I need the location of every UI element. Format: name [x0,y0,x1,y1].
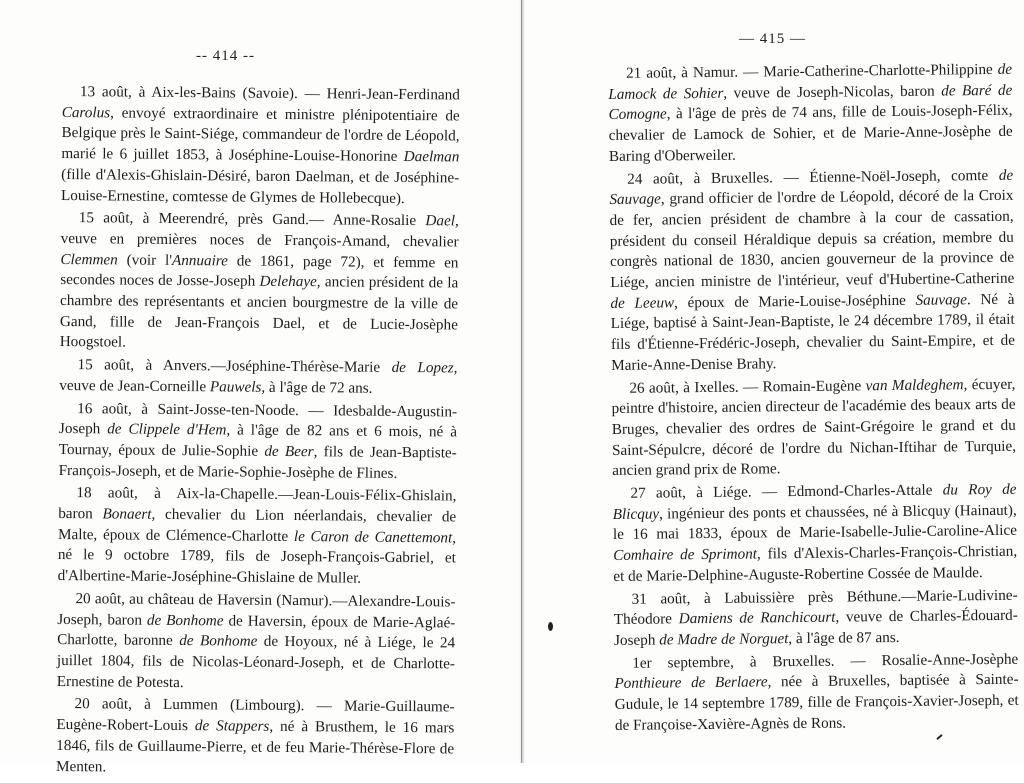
page-text [56,82,460,783]
necrology-entry [612,480,1017,588]
italic-name: de Baré de Comogne [608,81,1013,124]
italic-name: Bonaert [102,505,152,523]
entry-text: , à l'âge de 82 ans et 6 mois, né à Tournay, époux de Julie-Sophie [58,421,458,460]
entry-text: 31 août, à Labuissière près Béthune.—Marie-Ludivine-Théodore [613,586,1018,629]
entry-text: 20 août, à Lummen (Limbourg). — Marie-Guillaume-Eugène-Robert-Louis [56,695,455,735]
italic-name: de Stappers [194,717,270,735]
italic-name: de Lamock de Sohier [608,60,1013,103]
italic-name: van Maldeghem [865,375,964,394]
italic-name: Comhaire de Sprimont [613,545,758,565]
italic-name: Delehaye [259,273,317,291]
entry-text: 1er septembre, à Bruxelles. — Rosalie-Anne-Josèphe [632,650,1019,672]
entry-text: 18 août, à Aix-la-Chapelle.—Jean-Louis-Félix-Ghislain, baron [58,484,457,523]
entry-text: de Hoyoux, né à Liége, le 24 juillet 1804, fils de Nicolas-Léonard-Joseph, et de Charlotte-Ernestine de Potesta. [56,633,456,691]
entry-text: , à l'âge de près de 74 ans, fille de Louis-Joseph-Félix, chevalier de Lamock de Sohier, et de Marie-Anne-Josèphe de Baring d'Oberweiler. [608,102,1013,165]
necrology-entry [58,483,457,590]
italic-name: de Madre de Norguet [659,630,789,649]
entry-text: , ancien président de la chambre des représentants et ancien bourgmestre de la ville de Gand, fille de Jean-François Dael, et de Lucie-Josèphe Hoogstoel. [59,273,459,352]
book-spine-line [521,0,522,763]
necrology-entry [61,82,460,210]
entry-text: , né à Brusthem, le 16 mars 1846, fils de Guillaume-Pierre, et de feu Marie-Thérèse-Flore de Menten. [55,717,455,775]
necrology-entry [59,355,457,400]
right-page [526,0,1024,763]
italic-name: Clemmen [60,250,118,269]
entry-text: , fils de Jean-Baptiste-François-Joseph, et de Marie-Sophie-Josèphe de Flines. [58,443,457,482]
entry-text: (fille d'Alexis-Ghislain-Désiré, baron Daelman, et de Joséphine-Louise-Ernestine, comtesse de Glymes de Hollebecque). [60,165,460,207]
necrology-entry [614,649,1019,736]
entry-text: 20 août, au château de Haversin (Namur).—Alexandre-Louis-Joseph, baron [57,590,456,629]
italic-name: de Bonhome [179,632,258,651]
italic-name: de Clippele d'Hem [107,420,227,439]
page-number: -- 414 -- [196,48,255,64]
italic-name: Daelman [403,148,460,166]
entry-text: , veuve de Jean-Corneille [59,359,458,396]
page-text [608,60,1019,739]
italic-name: Annuaire [171,251,229,270]
italic-name: de Bonhome [146,611,224,630]
necrology-entry [614,585,1019,651]
entry-text: 26 août, à Ixelles. — Romain-Eugène [629,376,866,397]
necrology-entry [59,399,458,485]
entry-text: , ingénieur des ponts et chaussées, né à Blicquy (Hainaut), le 16 mai 1833, époux de Marie-Isabelle-Julie-Caroline-Alice [612,501,1017,544]
italic-name: le Caron de Canettemont [293,527,453,547]
entry-text: 24 août, à Bruxelles. — Étienne-Noël-Joseph, comte [627,166,999,188]
entry-text: , écuyer, peintre d'histoire, ancien directeur de l'académie des beaux arts de Bruges, chevalier des ordres de Saint-Grégoire le grand et du Saint-Sépulcre, décoré de l'ordre du Nichan-Iftihar de Turquie, ancien grand prix de Rome. [611,375,1017,480]
ink-speck [548,622,553,631]
italic-name: Damiens de Ranchicourt [678,608,836,628]
entry-text: 15 août, à Meerendré, près Gand.— Anne-Rosalie [78,209,426,230]
necrology-entry [609,165,1015,376]
italic-name: de Beer [264,442,314,461]
entry-text: , envoyé extraordinaire et ministre plénipotentiaire de Belgique près le Saint-Siége, commandeur de l'ordre de Léopold, marié le 6 juillet 1853, à Joséphine-Louise-Honorine [61,104,460,166]
entry-text: . Né à Liége, baptisé à Saint-Jean-Baptiste, le 24 décembre 1789, il était fils d'Étienne-Frédéric-Joseph, chevalier du Saint-Empire, et de Marie-Anne-Denise Brahy. [610,290,1016,374]
italic-name: de Sauvage [609,166,1014,209]
entry-text: , né le 9 octobre 1789, fils de Joseph-François-Gabriel, et d'Albertine-Marie-Joséphine-Ghislaine de Muller. [57,529,457,587]
entry-text: , veuve en premières noces de François-Amand, chevalier [60,212,459,251]
entry-text: , veuve de Charles-Édouard-Joseph [613,607,1018,649]
entry-text: , née à Bruxelles, baptisée à Sainte-Gudule, le 14 septembre 1789, fille de François-Xavier-Joseph, et de Françoise-Xavière-Agnès de Rons. [614,671,1019,734]
italic-name: Pauwels [209,378,262,396]
book-gutter-shadow [519,0,525,763]
page-number: — 415 — [739,31,806,47]
entry-text: 21 août, à Namur. — Marie-Catherine-Charlotte-Philippine [626,60,998,82]
entry-text: de Haversin, époux de Marie-Aglaé-Charlotte, baronne [57,612,456,650]
entry-text: , époux de Marie-Louise-Joséphine [674,291,916,312]
entry-text: , fils d'Alexis-Charles-François-Christian, et de Marie-Delphine-Auguste-Robertine Cossée de Maulde. [613,542,1018,585]
entry-text: 15 août, à Anvers.—Joséphine-Thérèse-Marie [77,356,392,377]
italic-name: de Leeuw [610,294,675,312]
entry-text: , à l'âge de 87 ans. [788,628,900,648]
italic-name: du Roy de Blicquy [612,480,1017,523]
entry-text: , veuve de Joseph-Nicolas, baron [723,82,942,102]
necrology-entry [56,694,455,780]
italic-name: de Lopez [391,359,454,377]
entry-text: , grand officier de l'ordre de Léopold, décoré de la Croix de fer, ancien président de chambre à la cour de cassation, président du conseil Héraldique depuis sa création, membre du congrès national de 1830, ancien gouverneur de la province de Liége, ancien ministre de l'intérieur, veuf d'Hubertine-Catherine [609,186,1015,292]
italic-name: Carolus [61,103,111,122]
italic-name: Ponthieure de Berlaere [614,673,768,693]
entry-text: , chevalier du Lion néerlandais, chevalier de Malte, époux de Clémence-Charlotte [57,505,457,545]
entry-text: (voir l' [117,251,173,269]
necrology-entry [608,60,1013,168]
entry-text: 16 août, à Saint-Josse-ten-Noode. — Idesbalde-Augustin-Joseph [58,399,458,438]
entry-text: de 1861, page 72), et femme en secondes noces de Josse-Joseph [60,252,459,291]
italic-name: Sauvage [915,290,968,309]
necrology-entry [60,208,459,356]
entry-text: , à l'âge de 72 ans. [261,378,373,397]
entry-text: 27 août, à Liége. — Edmond-Charles-Attale [630,481,943,502]
necrology-entry [57,589,456,696]
italic-name: Dael [425,212,456,230]
entry-text: 13 août, à Aix-les-Bains (Savoie). — Henri-Jean-Ferdinand [79,83,460,104]
necrology-entry [611,374,1016,482]
